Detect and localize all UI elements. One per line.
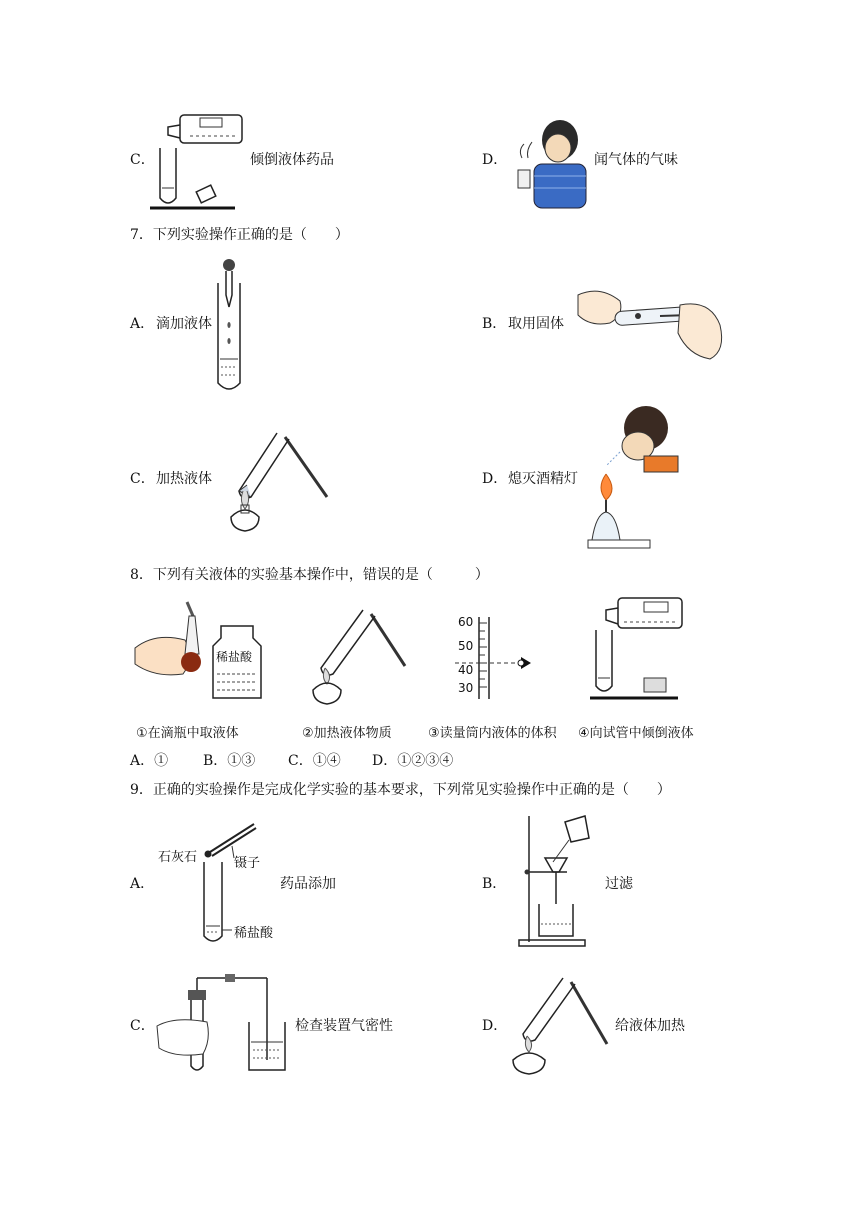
q8-choice-d — [372, 752, 453, 770]
q8-choice-a — [130, 752, 168, 770]
heating-liquid-substance-figure — [305, 606, 415, 706]
q9-option-d-letter: D． — [482, 1018, 508, 1034]
q8-choice-b — [203, 752, 255, 770]
q7-option-b-letter: B． — [482, 316, 507, 332]
q9-option-c-caption: 检查装置气密性 — [295, 1018, 393, 1034]
question-9-stem: 9．正确的实验操作是完成化学实验的基本要求，下列常见实验操作中正确的是（ ） — [130, 782, 671, 798]
heating-liquid-figure-d — [505, 972, 615, 1080]
q7-option-c-letter: C． — [130, 471, 155, 487]
q7-option-a-caption: 滴加液体 — [156, 316, 212, 332]
dropper-bottle-figure — [135, 598, 275, 703]
q8-caption-1: ①在滴瓶中取液体 — [136, 726, 239, 741]
q9-option-b-letter: B． — [482, 876, 507, 892]
pouring-into-test-tube-figure — [590, 594, 690, 702]
q7-option-c-caption: 加热液体 — [156, 471, 212, 487]
q8-choice-d-text: ①②③④ — [397, 753, 454, 769]
filtration-figure — [515, 812, 600, 950]
q9-option-a-letter: A． — [130, 876, 155, 892]
q7-option-d-letter: D． — [482, 471, 508, 487]
tweezers-label: 镊子 — [234, 856, 261, 871]
q9-option-c-letter: C． — [130, 1018, 155, 1034]
smelling-gas-figure — [508, 118, 588, 210]
cylinder-tick-40: 40 — [458, 663, 474, 677]
q9-option-a-caption: 药品添加 — [280, 876, 336, 892]
q7-option-d-caption: 熄灭酒精灯 — [508, 471, 578, 487]
question-7-stem: 7．下列实验操作正确的是（ ） — [130, 227, 349, 243]
cylinder-tick-60: 60 — [458, 615, 474, 629]
q8-choice-a-letter: A． — [130, 753, 155, 769]
dropper-test-tube-figure — [212, 255, 252, 395]
blowing-out-lamp-figure — [586, 400, 686, 552]
q8-choice-d-letter: D． — [372, 753, 398, 769]
q8-choice-c-letter: C． — [288, 753, 313, 769]
q6-option-d-caption: 闻气体的气味 — [594, 152, 678, 168]
dilute-hcl-bottle-label: 稀盐酸 — [216, 650, 253, 664]
q9-option-d-caption: 给液体加热 — [615, 1018, 685, 1034]
q8-choice-c-text: ①④ — [312, 753, 341, 769]
q7-option-b-caption: 取用固体 — [508, 316, 564, 332]
question-8-stem: 8．下列有关液体的实验基本操作中，错误的是（ ） — [130, 567, 489, 583]
q8-caption-3: ③读量筒内液体的体积 — [428, 726, 557, 741]
q8-caption-4: ④向试管中倾倒液体 — [578, 726, 694, 741]
limestone-label: 石灰石 — [158, 850, 198, 865]
dilute-hcl-label: 稀盐酸 — [234, 926, 274, 941]
airtightness-check-figure — [155, 970, 295, 1078]
q6-option-d-letter: D． — [482, 152, 508, 168]
taking-solid-figure — [570, 285, 730, 365]
cylinder-tick-30: 30 — [458, 681, 474, 695]
q6-option-c-caption: 倾倒液体药品 — [250, 152, 334, 168]
q8-choice-b-text: ①③ — [227, 753, 256, 769]
pouring-liquid-figure — [150, 110, 250, 215]
q8-choice-a-text: ① — [154, 753, 169, 769]
q8-choice-c — [288, 752, 341, 770]
cylinder-tick-50: 50 — [458, 639, 474, 653]
q8-choice-b-letter: B． — [203, 753, 228, 769]
heating-liquid-figure — [225, 425, 335, 535]
q7-option-a-letter: A． — [130, 316, 155, 332]
q9-option-b-caption: 过滤 — [605, 876, 633, 892]
q6-option-c-letter: C． — [130, 152, 155, 168]
q8-caption-2: ②加热液体物质 — [302, 726, 392, 741]
